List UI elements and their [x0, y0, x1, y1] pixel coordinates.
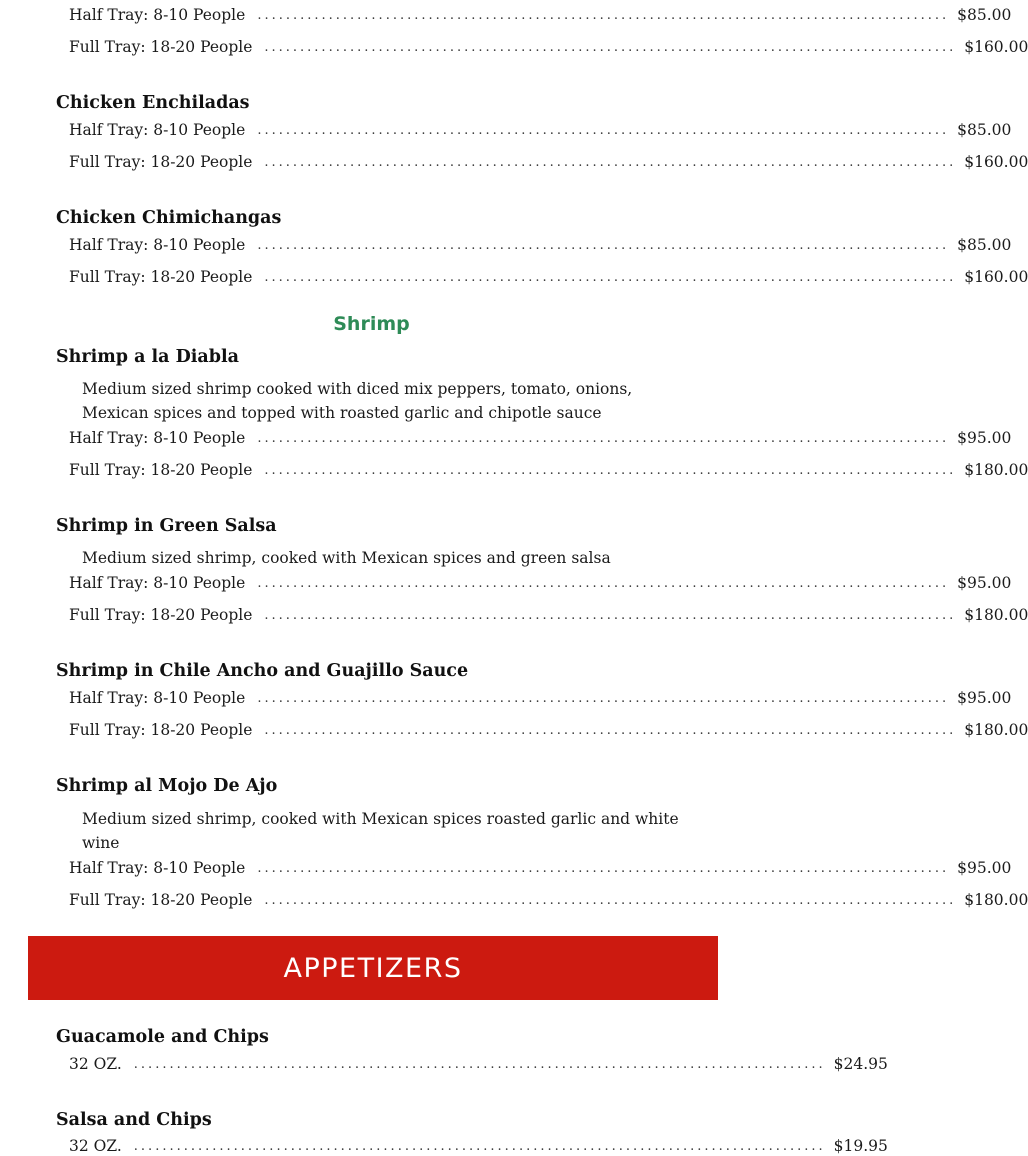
line-price: $95.00	[957, 689, 1012, 707]
dot-leader: .................................................................................................	[257, 237, 950, 253]
dot-leader: .................................................................................................	[257, 122, 950, 138]
item-title: Chicken Enchiladas	[56, 93, 250, 113]
line-label: Half Tray: 8-10 People	[69, 429, 246, 447]
line-price: $95.00	[957, 859, 1012, 877]
dot-leader: .................................................................................................	[257, 575, 950, 591]
dot-leader: .................................................................................................	[257, 430, 950, 446]
line-label: Half Tray: 8-10 People	[69, 121, 246, 139]
dot-leader: .................................................................................................	[264, 462, 957, 478]
dot-leader: .................................................................................................	[264, 154, 957, 170]
dot-leader: .................................................................................................	[257, 7, 950, 23]
line-price: $180.00	[964, 891, 1028, 909]
menu-line	[69, 235, 1012, 255]
item-title: Shrimp a la Diabla	[56, 347, 239, 367]
item-description: Medium sized shrimp, cooked with Mexican spices and green salsa	[82, 549, 611, 567]
line-label: 32 OZ.	[69, 1137, 122, 1155]
line-label: Full Tray: 18-20 People	[69, 461, 253, 479]
dot-leader: .................................................................................................	[264, 269, 957, 285]
item-title: Chicken Chimichangas	[56, 208, 282, 228]
line-label: Half Tray: 8-10 People	[69, 859, 246, 877]
line-price: $95.00	[957, 574, 1012, 592]
menu-line	[69, 152, 1028, 172]
line-price: $85.00	[957, 236, 1012, 254]
menu-line	[69, 1136, 888, 1156]
menu-line	[69, 460, 1028, 480]
line-price: $85.00	[957, 6, 1012, 24]
line-price: $180.00	[964, 721, 1028, 739]
menu-line	[69, 688, 1012, 708]
menu-line	[69, 37, 1028, 57]
line-price: $180.00	[964, 606, 1028, 624]
appetizers-banner	[28, 936, 718, 1000]
menu-line	[69, 120, 1012, 140]
line-label: Full Tray: 18-20 People	[69, 891, 253, 909]
line-price: $160.00	[964, 268, 1028, 286]
line-price: $180.00	[964, 461, 1028, 479]
line-label: Half Tray: 8-10 People	[69, 574, 246, 592]
item-title: Guacamole and Chips	[56, 1027, 269, 1047]
dot-leader: .................................................................................................	[257, 690, 950, 706]
section-heading-shrimp: Shrimp	[333, 313, 410, 335]
menu-line	[69, 605, 1028, 625]
item-description: Medium sized shrimp cooked with diced mix peppers, tomato, onions, Mexican spices and topped with roasted garlic and chipotle sauce	[82, 380, 633, 422]
line-label: Half Tray: 8-10 People	[69, 236, 246, 254]
line-label: Full Tray: 18-20 People	[69, 721, 253, 739]
dot-leader: .................................................................................................	[264, 722, 957, 738]
line-price: $85.00	[957, 121, 1012, 139]
menu-line	[69, 5, 1012, 25]
line-price: $160.00	[964, 153, 1028, 171]
menu-line	[69, 267, 1028, 287]
banner-text: APPETIZERS	[283, 952, 463, 984]
item-description: Medium sized shrimp, cooked with Mexican spices roasted garlic and white wine	[82, 810, 679, 852]
line-label: 32 OZ.	[69, 1055, 122, 1073]
line-price: $160.00	[964, 38, 1028, 56]
item-title: Shrimp al Mojo De Ajo	[56, 776, 278, 796]
line-price: $24.95	[833, 1055, 888, 1073]
menu-line	[69, 858, 1012, 878]
line-label: Full Tray: 18-20 People	[69, 38, 253, 56]
dot-leader: .................................................................................................	[264, 607, 957, 623]
line-price: $19.95	[833, 1137, 888, 1155]
dot-leader: .................................................................................................	[264, 39, 957, 55]
line-label: Full Tray: 18-20 People	[69, 606, 253, 624]
line-label: Half Tray: 8-10 People	[69, 689, 246, 707]
item-title: Salsa and Chips	[56, 1110, 212, 1130]
dot-leader: .................................................................................................	[133, 1056, 826, 1072]
line-label: Half Tray: 8-10 People	[69, 6, 246, 24]
line-label: Full Tray: 18-20 People	[69, 153, 253, 171]
item-title: Shrimp in Chile Ancho and Guajillo Sauce	[56, 661, 469, 681]
dot-leader: .................................................................................................	[257, 860, 950, 876]
line-label: Full Tray: 18-20 People	[69, 268, 253, 286]
menu-line	[69, 720, 1028, 740]
item-title: Shrimp in Green Salsa	[56, 516, 277, 536]
dot-leader: .................................................................................................	[264, 892, 957, 908]
menu-line	[69, 573, 1012, 593]
menu-line	[69, 1054, 888, 1074]
dot-leader: .................................................................................................	[133, 1138, 826, 1154]
menu-line	[69, 428, 1012, 448]
line-price: $95.00	[957, 429, 1012, 447]
menu-line	[69, 890, 1028, 910]
